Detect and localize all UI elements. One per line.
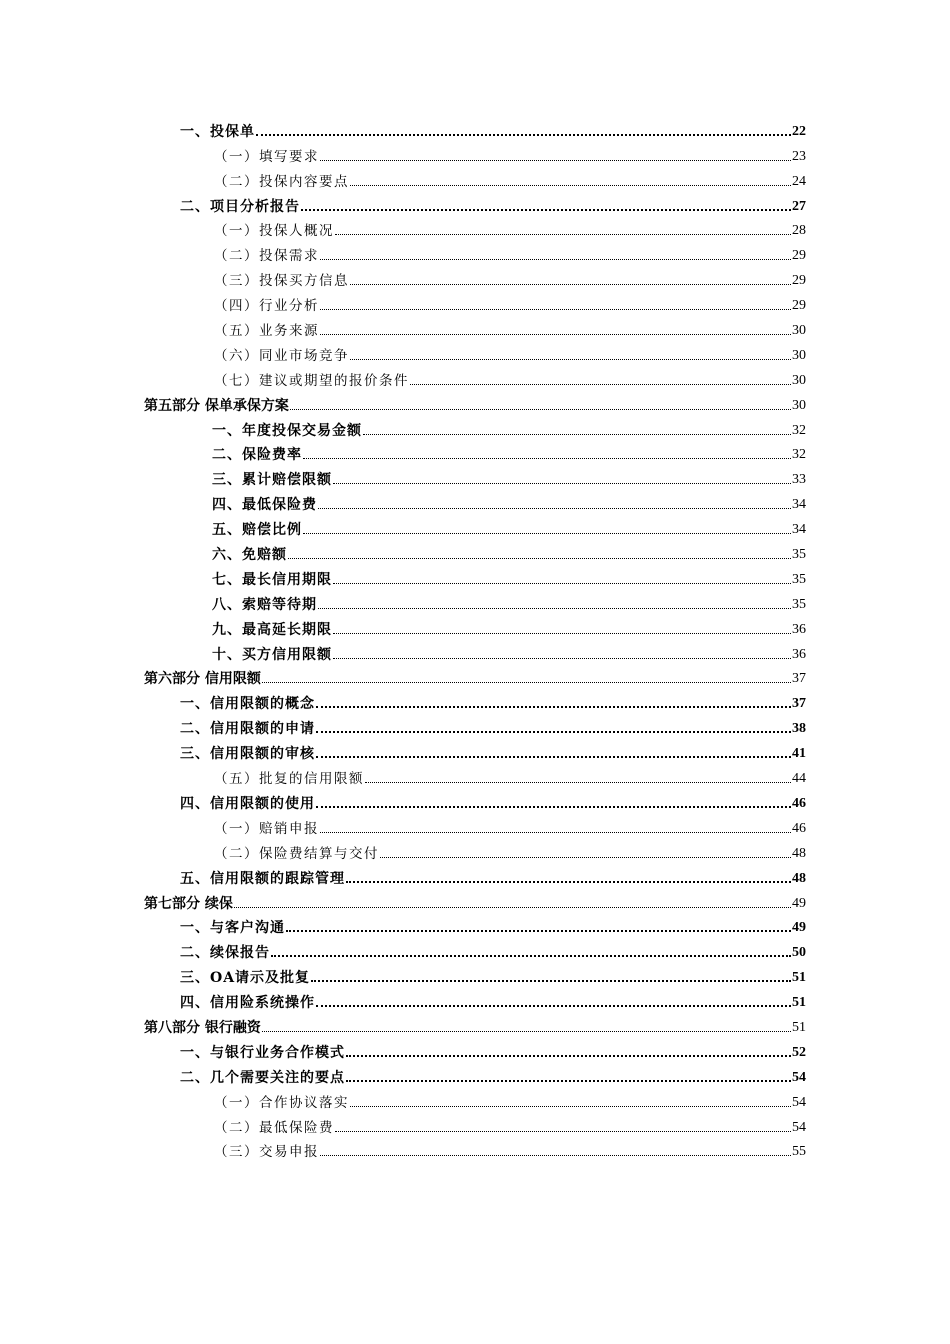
toc-entry-page-number: 36 xyxy=(792,621,806,637)
toc-entry-label: 六、免赔额 xyxy=(212,547,287,564)
dot-leader xyxy=(333,633,791,634)
dot-leader xyxy=(350,359,791,360)
toc-entry-page-number: 49 xyxy=(792,895,806,911)
dot-leader xyxy=(262,682,791,683)
toc-entry-label: 二、项目分析报告 xyxy=(180,198,300,215)
toc-entry-label: 三、累计赔偿限额 xyxy=(212,472,332,489)
toc-entry[interactable] xyxy=(144,962,806,987)
toc-entry[interactable] xyxy=(144,340,806,365)
toc-entry-page-number: 51 xyxy=(792,970,806,986)
toc-entry-label: 八、索赔等待期 xyxy=(212,596,317,613)
toc-entry-page-number: 51 xyxy=(792,995,806,1011)
dot-leader xyxy=(318,508,791,509)
dot-leader xyxy=(350,1106,791,1107)
toc-entry-label: 四、最低保险费 xyxy=(212,497,317,514)
toc-entry[interactable] xyxy=(144,489,806,514)
toc-entry[interactable] xyxy=(144,1137,806,1162)
toc-entry-label: 四、信用险系统操作 xyxy=(180,995,315,1012)
toc-entry-label: 第七部分 续保 xyxy=(144,895,233,912)
toc-entry-label: 七、最长信用期限 xyxy=(212,571,332,588)
dot-leader xyxy=(333,583,791,584)
toc-entry-page-number: 30 xyxy=(792,372,806,388)
toc-entry[interactable] xyxy=(144,290,806,315)
toc-entry-page-number: 37 xyxy=(792,671,806,687)
toc-entry-label: （一）投保人概况 xyxy=(214,223,334,240)
toc-entry-label: （三）交易申报 xyxy=(214,1144,319,1161)
toc-entry-page-number: 33 xyxy=(792,472,806,488)
toc-entry-label: 二、续保报告 xyxy=(180,945,270,962)
dot-leader xyxy=(365,782,791,783)
toc-entry[interactable] xyxy=(144,614,806,639)
toc-entry-page-number: 52 xyxy=(792,1044,806,1060)
toc-entry[interactable] xyxy=(144,440,806,465)
toc-entry-page-number: 35 xyxy=(792,571,806,587)
dot-leader xyxy=(346,1055,791,1057)
toc-entry-label: （二）保险费结算与交付 xyxy=(214,845,379,862)
toc-entry-page-number: 24 xyxy=(792,173,806,189)
table-of-contents xyxy=(144,116,806,1161)
toc-entry-label: 九、最高延长期限 xyxy=(212,621,332,638)
toc-entry-label: （三）投保买方信息 xyxy=(214,273,349,290)
dot-leader xyxy=(234,907,791,908)
dot-leader xyxy=(333,483,791,484)
toc-entry-label: （一）合作协议落实 xyxy=(214,1094,349,1111)
toc-entry-label: （二）投保需求 xyxy=(214,248,319,265)
toc-entry-page-number: 38 xyxy=(792,721,806,737)
dot-leader xyxy=(301,209,791,211)
toc-entry-label: （五）批复的信用限额 xyxy=(214,771,364,788)
toc-entry[interactable] xyxy=(144,788,806,813)
toc-entry-label: 三、OA请示及批复 xyxy=(180,970,311,987)
toc-entry-page-number: 37 xyxy=(792,696,806,712)
toc-entry[interactable] xyxy=(144,166,806,191)
toc-entry[interactable] xyxy=(144,589,806,614)
dot-leader xyxy=(410,384,791,385)
toc-entry[interactable] xyxy=(144,937,806,962)
dot-leader xyxy=(346,881,791,883)
toc-entry-page-number: 50 xyxy=(792,945,806,961)
dot-leader xyxy=(316,731,791,733)
toc-entry-label: 二、几个需要关注的要点 xyxy=(180,1069,345,1086)
toc-entry[interactable] xyxy=(144,1112,806,1137)
toc-entry[interactable] xyxy=(144,1062,806,1087)
toc-entry[interactable] xyxy=(144,464,806,489)
dot-leader xyxy=(320,334,791,335)
dot-leader xyxy=(311,980,791,982)
toc-entry-label: 二、信用限额的申请 xyxy=(180,721,315,738)
toc-entry[interactable] xyxy=(144,539,806,564)
dot-leader xyxy=(288,558,791,559)
toc-entry[interactable] xyxy=(144,688,806,713)
dot-leader xyxy=(316,756,791,758)
toc-entry[interactable] xyxy=(144,713,806,738)
toc-entry[interactable] xyxy=(144,514,806,539)
toc-entry-label: 第六部分 信用限额 xyxy=(144,671,261,688)
toc-entry-page-number: 30 xyxy=(792,397,806,413)
toc-entry[interactable] xyxy=(144,1087,806,1112)
toc-entry-page-number: 36 xyxy=(792,646,806,662)
toc-entry-label: 一、与客户沟通 xyxy=(180,920,285,937)
toc-entry-page-number: 35 xyxy=(792,547,806,563)
dot-leader xyxy=(316,806,791,808)
toc-entry-label: 五、信用限额的跟踪管理 xyxy=(180,870,345,887)
toc-entry-label: 二、保险费率 xyxy=(212,447,302,464)
toc-entry-page-number: 34 xyxy=(792,522,806,538)
toc-entry-page-number: 29 xyxy=(792,248,806,264)
toc-entry[interactable] xyxy=(144,240,806,265)
toc-entry-label: 一、与银行业务合作模式 xyxy=(180,1044,345,1061)
dot-leader xyxy=(350,284,791,285)
toc-entry[interactable] xyxy=(144,390,806,415)
toc-entry-page-number: 51 xyxy=(792,1019,806,1035)
dot-leader xyxy=(320,1155,791,1156)
toc-entry-page-number: 29 xyxy=(792,298,806,314)
toc-entry-label: 五、赔偿比例 xyxy=(212,522,302,539)
toc-entry[interactable] xyxy=(144,315,806,340)
toc-entry-page-number: 34 xyxy=(792,497,806,513)
toc-entry-label: （一）填写要求 xyxy=(214,148,319,165)
toc-entry-page-number: 32 xyxy=(792,422,806,438)
toc-entry[interactable] xyxy=(144,365,806,390)
toc-entry-page-number: 48 xyxy=(792,845,806,861)
toc-entry-label: （五）业务来源 xyxy=(214,323,319,340)
dot-leader xyxy=(316,706,791,708)
toc-entry-page-number: 46 xyxy=(792,795,806,811)
toc-entry-page-number: 54 xyxy=(792,1119,806,1135)
toc-entry[interactable] xyxy=(144,888,806,913)
toc-entry-page-number: 44 xyxy=(792,771,806,787)
toc-entry-page-number: 30 xyxy=(792,323,806,339)
dot-leader xyxy=(335,234,791,235)
toc-entry[interactable] xyxy=(144,987,806,1012)
toc-entry[interactable] xyxy=(144,1037,806,1062)
toc-entry-label: （六）同业市场竞争 xyxy=(214,347,349,364)
toc-entry[interactable] xyxy=(144,191,806,216)
toc-entry-page-number: 54 xyxy=(792,1069,806,1085)
toc-entry[interactable] xyxy=(144,216,806,241)
toc-entry-label: （七）建议或期望的报价条件 xyxy=(214,372,409,389)
toc-entry-page-number: 48 xyxy=(792,870,806,886)
toc-entry[interactable] xyxy=(144,838,806,863)
dot-leader xyxy=(303,533,791,534)
dot-leader xyxy=(316,1005,791,1007)
toc-entry[interactable] xyxy=(144,738,806,763)
toc-entry-label: （一）赔销申报 xyxy=(214,820,319,837)
toc-entry-page-number: 29 xyxy=(792,273,806,289)
toc-entry[interactable] xyxy=(144,415,806,440)
toc-entry-page-number: 41 xyxy=(792,746,806,762)
toc-entry-page-number: 22 xyxy=(792,123,806,139)
toc-entry-page-number: 23 xyxy=(792,148,806,164)
toc-entry[interactable] xyxy=(144,813,806,838)
dot-leader xyxy=(303,458,791,459)
toc-entry[interactable] xyxy=(144,763,806,788)
dot-leader xyxy=(380,857,791,858)
toc-entry-label: 四、信用限额的使用 xyxy=(180,795,315,812)
toc-entry-label: 第八部分 银行融资 xyxy=(144,1019,261,1036)
toc-entry-label: 三、信用限额的审核 xyxy=(180,746,315,763)
toc-entry[interactable] xyxy=(144,116,806,141)
toc-entry[interactable] xyxy=(144,265,806,290)
toc-entry-label: （四）行业分析 xyxy=(214,298,319,315)
dot-leader xyxy=(286,930,791,932)
toc-entry[interactable] xyxy=(144,639,806,664)
dot-leader xyxy=(363,434,791,435)
toc-entry[interactable] xyxy=(144,1012,806,1037)
toc-entry-page-number: 55 xyxy=(792,1144,806,1160)
toc-entry-page-number: 28 xyxy=(792,223,806,239)
toc-entry-page-number: 46 xyxy=(792,820,806,836)
dot-leader xyxy=(320,259,791,260)
dot-leader xyxy=(320,832,791,833)
dot-leader xyxy=(318,608,791,609)
toc-entry-page-number: 49 xyxy=(792,920,806,936)
toc-entry[interactable] xyxy=(144,913,806,938)
toc-entry-page-number: 35 xyxy=(792,596,806,612)
toc-entry-label: 十、买方信用限额 xyxy=(212,646,332,663)
dot-leader xyxy=(346,1080,791,1082)
toc-entry-page-number: 32 xyxy=(792,447,806,463)
toc-entry-label: （二）最低保险费 xyxy=(214,1119,334,1136)
toc-entry-page-number: 27 xyxy=(792,198,806,214)
toc-entry[interactable] xyxy=(144,564,806,589)
dot-leader xyxy=(290,409,791,410)
toc-entry[interactable] xyxy=(144,141,806,166)
toc-entry[interactable] xyxy=(144,863,806,888)
toc-entry-label: 第五部分 保单承保方案 xyxy=(144,397,289,414)
toc-entry[interactable] xyxy=(144,664,806,689)
toc-entry-label: 一、年度投保交易金额 xyxy=(212,422,362,439)
dot-leader xyxy=(320,160,791,161)
toc-entry-page-number: 30 xyxy=(792,347,806,363)
dot-leader xyxy=(320,309,791,310)
dot-leader xyxy=(335,1131,791,1132)
toc-entry-label: 一、信用限额的概念 xyxy=(180,696,315,713)
dot-leader xyxy=(333,658,791,659)
dot-leader xyxy=(262,1031,791,1032)
dot-leader xyxy=(350,185,791,186)
toc-entry-label: （二）投保内容要点 xyxy=(214,173,349,190)
toc-entry-label: 一、投保单 xyxy=(180,123,255,140)
dot-leader xyxy=(271,955,791,957)
toc-entry-page-number: 54 xyxy=(792,1094,806,1110)
dot-leader xyxy=(256,134,791,136)
